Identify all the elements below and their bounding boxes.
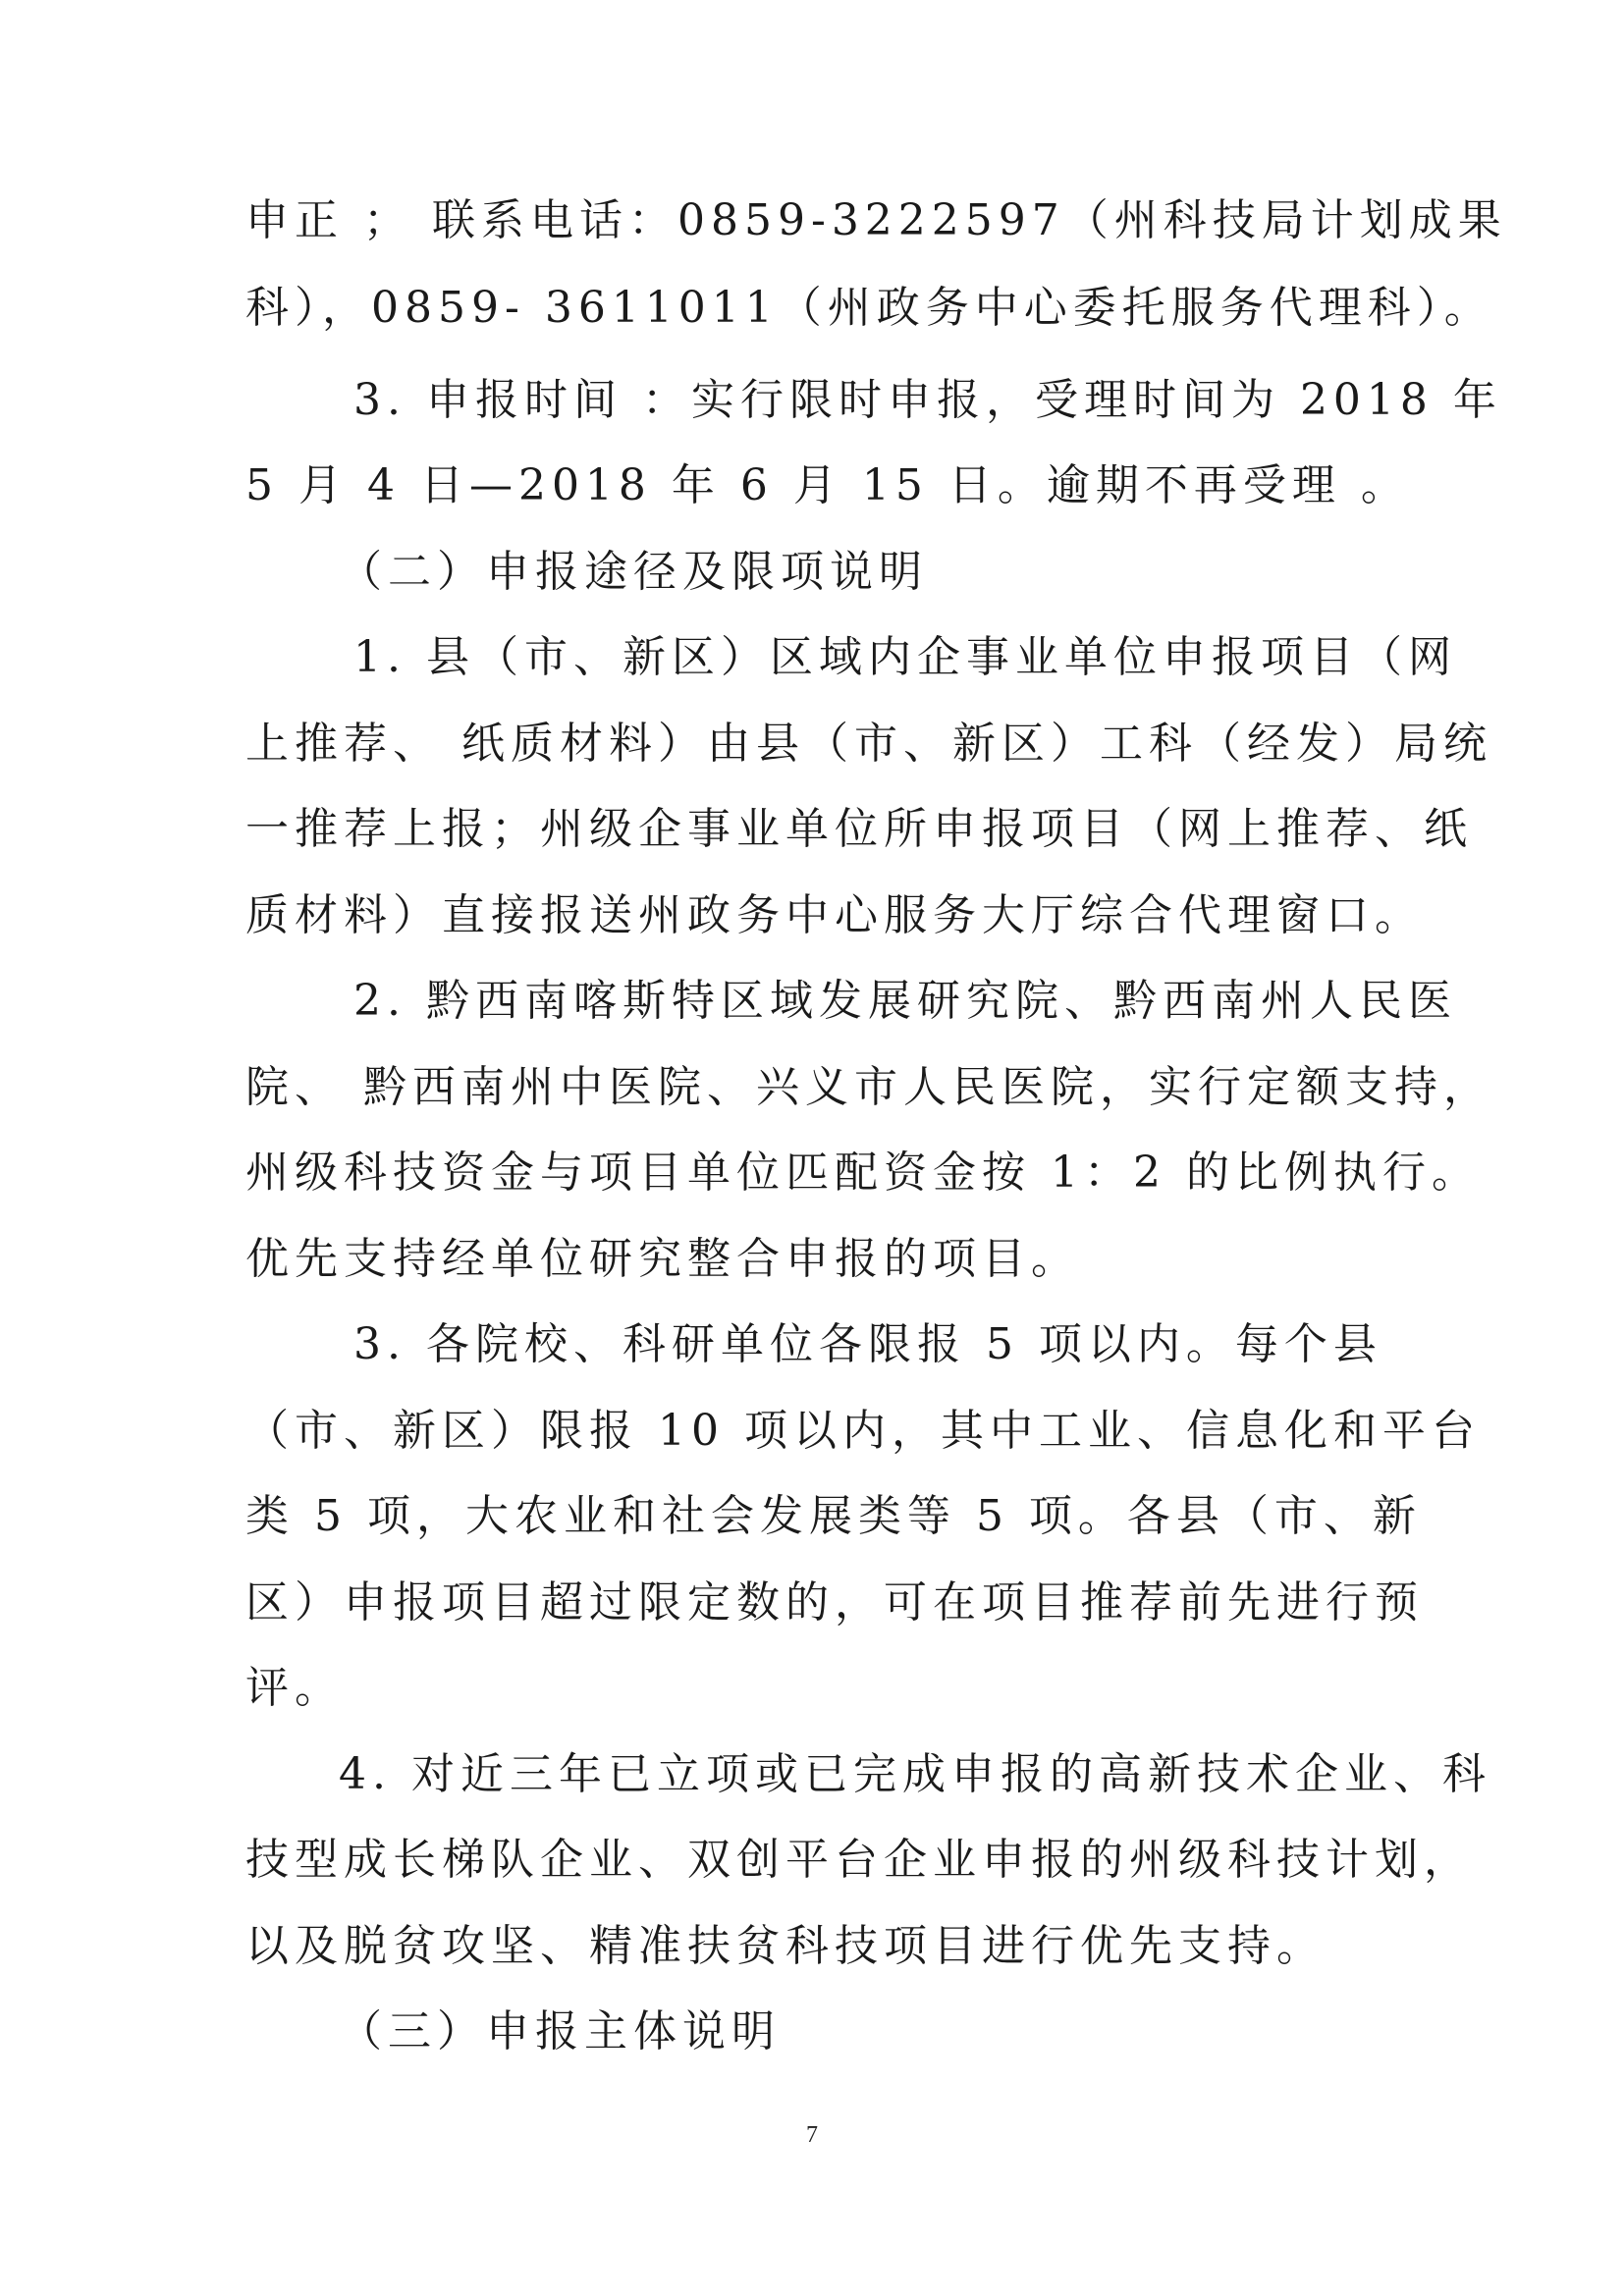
- paragraph-line: 州级科技资金与项目单位匹配资金按 1：2 的比例执行。: [245, 1148, 1481, 1198]
- paragraph-line: 质材料）直接报送州政务中心服务大厅综合代理窗口。: [245, 890, 1424, 940]
- paragraph-line: 上推荐、 纸质材料）由县（市、新区）工科（经发）局统: [245, 719, 1492, 769]
- paragraph-line: 一推荐上报；州级企事业单位所申报项目（网上推荐、纸: [245, 804, 1473, 854]
- paragraph-line: 申正 ； 联系电话：0859-3222597（州科技局计划成果: [245, 195, 1507, 245]
- paragraph-line: 以及脱贫攻坚、精准扶贫科技项目进行优先支持。: [245, 1921, 1326, 1971]
- paragraph-line: 科），0859- 3611011（州政务中心委托服务代理科）。: [245, 283, 1493, 333]
- paragraph-line: 4. 对近三年已立项或已完成申报的高新技术企业、科: [339, 1749, 1491, 1799]
- paragraph-line: 2. 黔西南喀斯特区域发展研究院、黔西南州人民医: [353, 976, 1457, 1026]
- paragraph-line: 区）申报项目超过限定数的，可在项目推荐前先进行预: [245, 1577, 1424, 1628]
- section-heading: （三）申报主体说明: [339, 2006, 781, 2056]
- page-number: 7: [806, 2122, 818, 2148]
- paragraph-line: 5 月 4 日—2018 年 6 月 15 日。逾期不再受理 。: [245, 460, 1410, 510]
- paragraph-line: 院、 黔西南州中医院、兴义市人民医院，实行定额支持，: [245, 1062, 1492, 1112]
- paragraph-line: 3. 各院校、科研单位各限报 5 项以内。每个县: [353, 1319, 1382, 1369]
- paragraph-line: 类 5 项，大农业和社会发展类等 5 项。各县（市、新: [245, 1491, 1422, 1541]
- paragraph-line: 评。: [245, 1663, 344, 1713]
- paragraph-line: 技型成长梯队企业、双创平台企业申报的州级科技计划，: [245, 1835, 1473, 1885]
- paragraph-line: （市、新区）限报 10 项以内，其中工业、信息化和平台: [245, 1406, 1481, 1456]
- section-heading: （二）申报途径及限项说明: [339, 547, 928, 597]
- paragraph-line: 3. 申报时间 ：实行限时申报，受理时间为 2018 年: [353, 375, 1502, 425]
- paragraph-line: 优先支持经单位研究整合申报的项目。: [245, 1234, 1080, 1284]
- paragraph-line: 1. 县（市、新区）区域内企事业单位申报项目（网: [353, 632, 1457, 682]
